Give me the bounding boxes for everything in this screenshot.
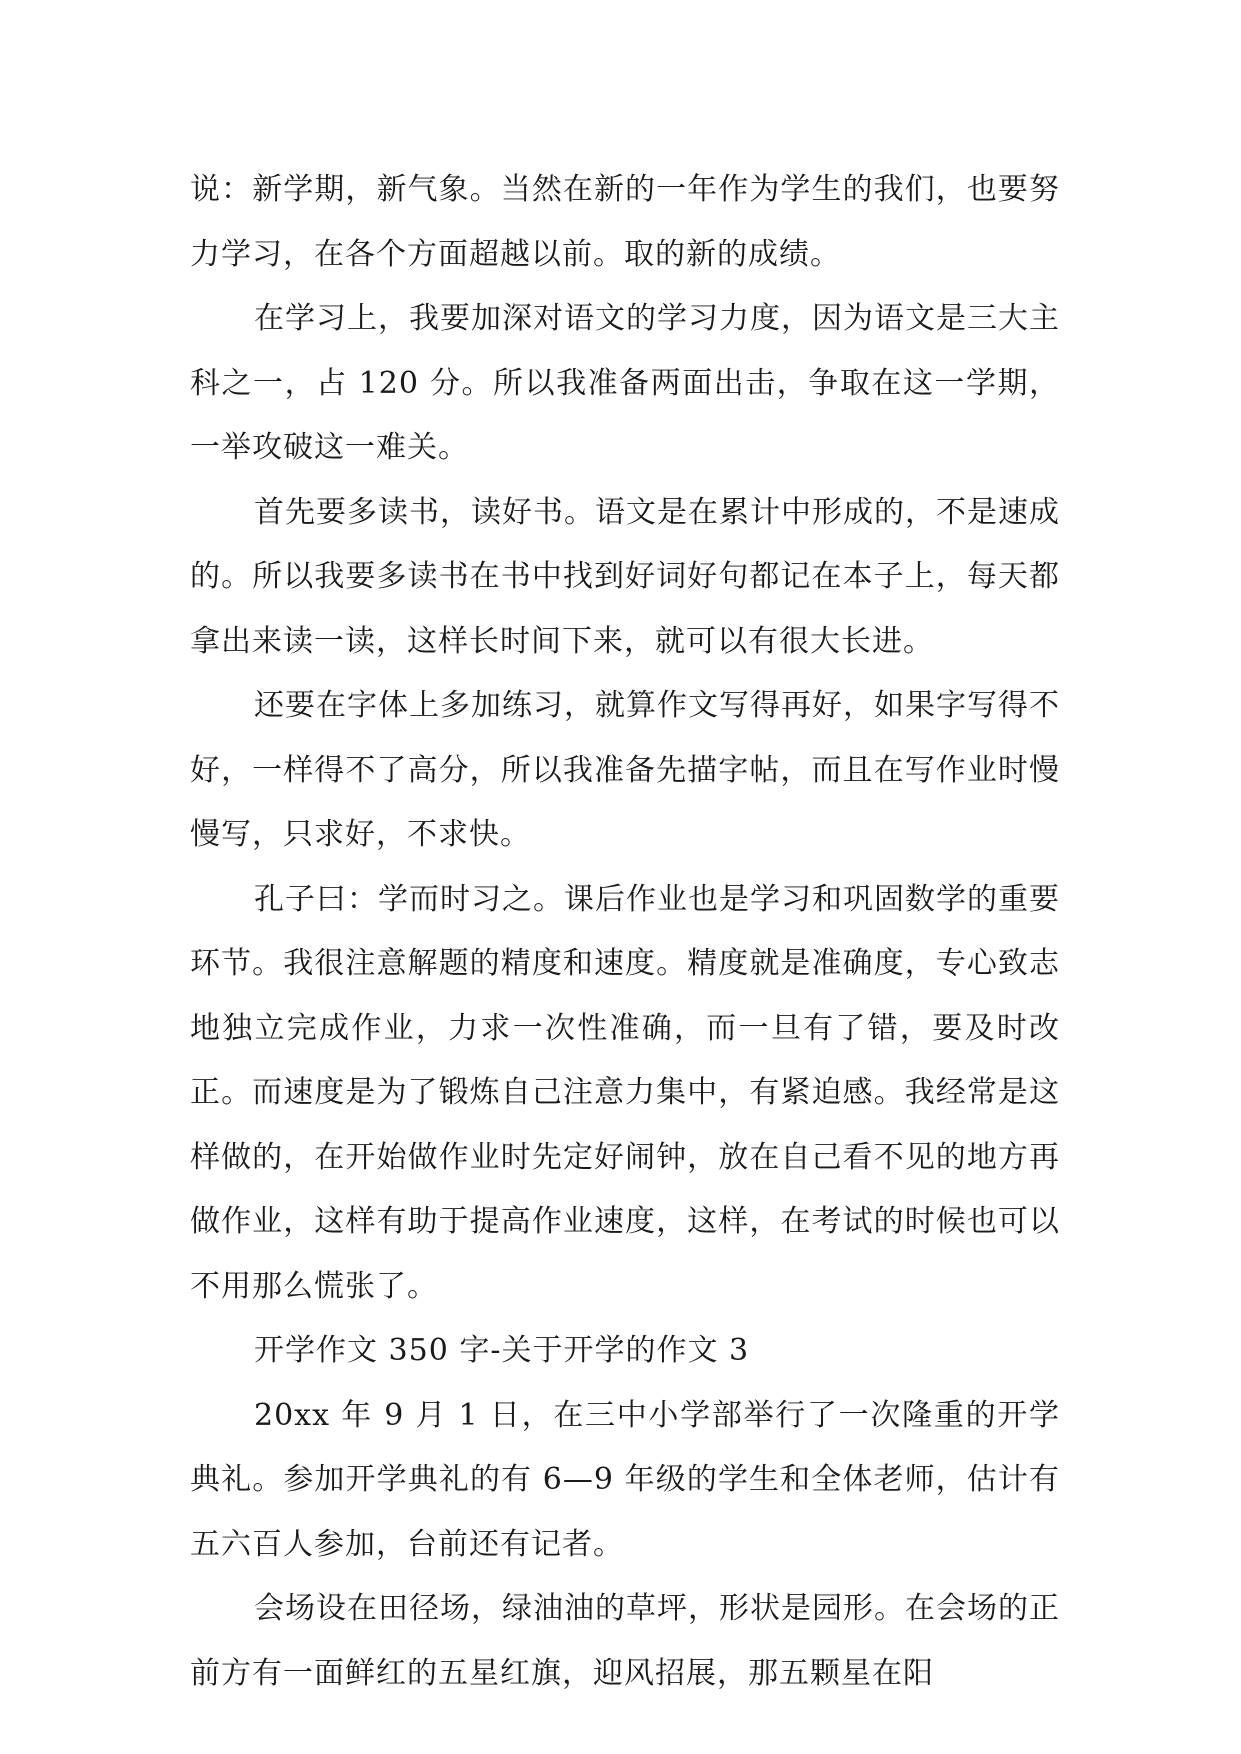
paragraph-7: 会场设在田径场，绿油油的草坪，形状是园形。在会场的正前方有一面鲜红的五星红旗，迎风招展，那五颗星在阳: [190, 1591, 1060, 1691]
paragraph-3: 首先要多读书，读好书。语文是在累计中形成的，不是速成的。所以我要多读书在书中找到好词好句都记在本子上，每天都拿出来读一读，这样长时间下来，就可以有很大长进。: [190, 494, 1060, 659]
section-heading: 开学作文 350 字-关于开学的作文 3: [254, 1333, 750, 1368]
paragraph-5: 孔子曰：学而时习之。课后作业也是学习和巩固数学的重要环节。我很注意解题的精度和速度。精度就是准确度，专心致志地独立完成作业，力求一次性准确，而一旦有了错，要及时改正。而速度是为了锻炼自己注意力集中，有紧迫感。我经常是这样做的，在开始做作业时先定好闹钟，放在自己看不见的地方再做作业，这样有助于提高作业速度，这样，在考试的时候也可以不用那么慌张了。: [190, 881, 1060, 1304]
document-body: [190, 158, 1060, 1706]
paragraph-4: 还要在字体上多加练习，就算作文写得再好，如果字写得不好，一样得不了高分，所以我准备先描字帖，而且在写作业时慢慢写，只求好，不求快。: [190, 688, 1060, 852]
paragraph-2: 在学习上，我要加深对语文的学习力度，因为语文是三大主科之一，占 120 分。所以我准备两面出击，争取在这一学期，一举攻破这一难关。: [190, 301, 1060, 465]
paragraph-1: 说：新学期，新气象。当然在新的一年作为学生的我们，也要努力学习，在各个方面超越以前。取的新的成绩。: [190, 172, 1060, 272]
paragraph-6: 20xx 年 9 月 1 日，在三中小学部举行了一次隆重的开学典礼。参加开学典礼的有 6—9 年级的学生和全体老师，估计有五六百人参加，台前还有记者。: [190, 1397, 1060, 1562]
